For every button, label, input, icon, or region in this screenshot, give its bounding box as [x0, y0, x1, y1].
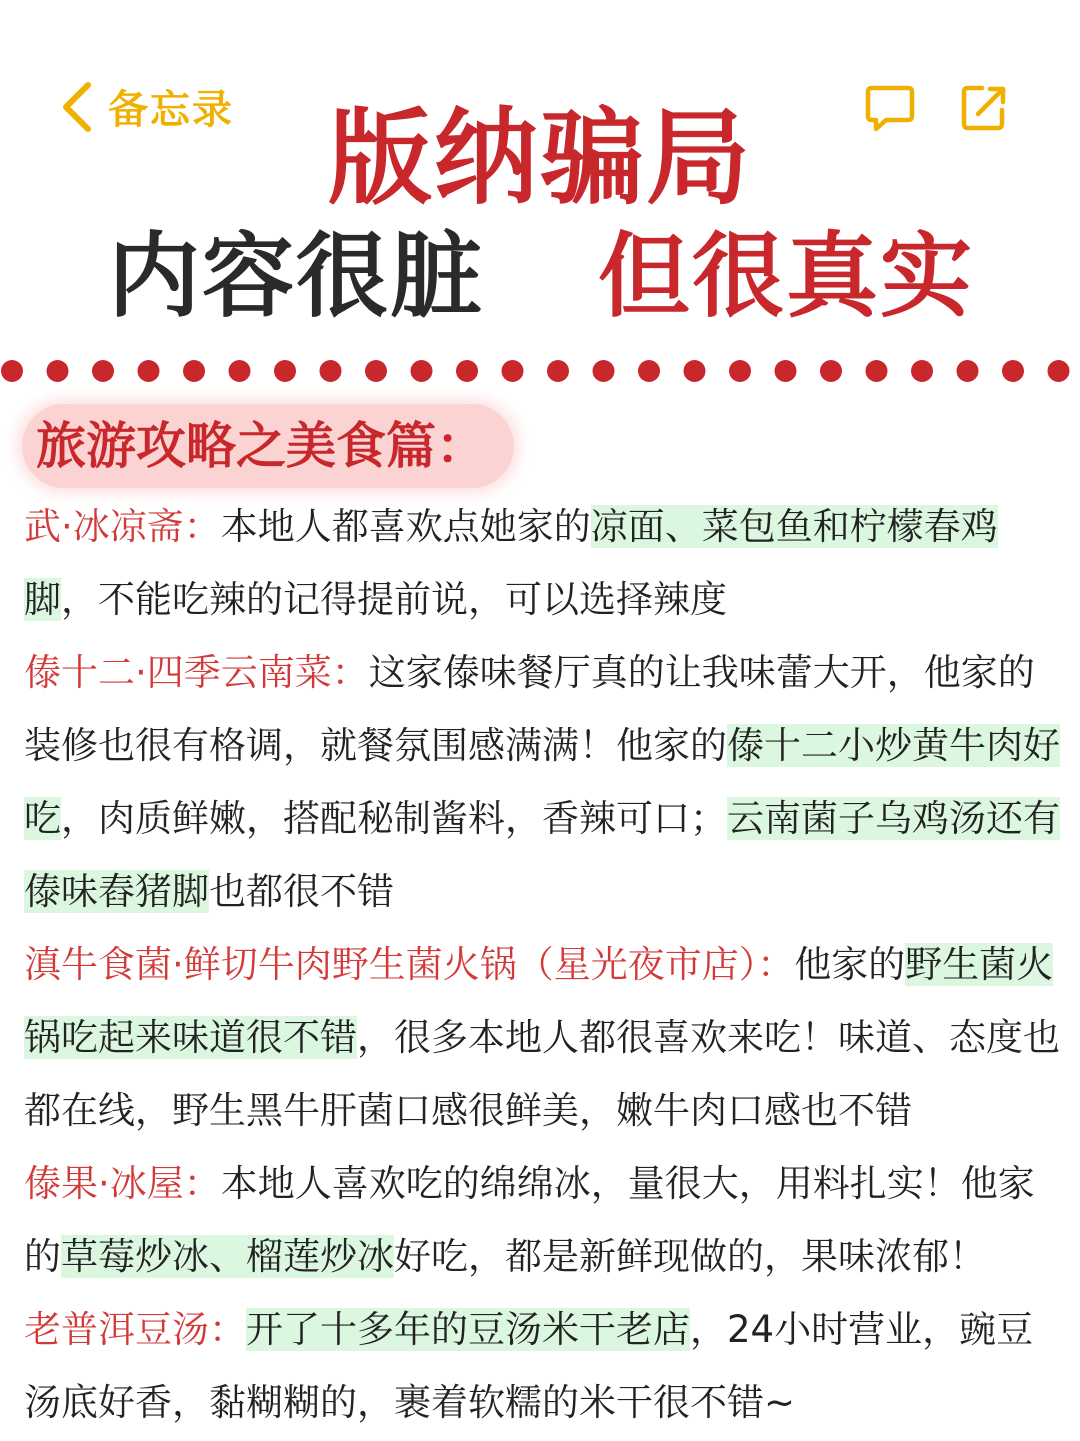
divider-dot — [183, 360, 205, 382]
divider-dot — [638, 360, 660, 382]
list-item — [24, 1147, 1064, 1293]
description-text: ，24小时营业，豌豆汤底好香，黏糊糊的，裹着软糯的米干很不错~ — [24, 1308, 1034, 1424]
divider-dot — [411, 360, 433, 382]
list-item — [24, 636, 1064, 928]
highlight-text: 傣十二小炒黄牛肉好吃 — [24, 724, 1060, 840]
description-text: ，不能吃辣的记得提前说，可以选择辣度 — [61, 578, 727, 621]
divider-dot — [775, 360, 797, 382]
description-text: 好吃，都是新鲜现做的，果味浓郁！ — [394, 1235, 986, 1278]
description-text: 本地人喜欢吃的绵绵冰，量很大，用料扎实！他家的 — [24, 1162, 1035, 1278]
highlight-text: 草莓炒冰、榴莲炒冰 — [61, 1235, 394, 1278]
divider-dot — [684, 360, 706, 382]
shop-name: 滇牛食菌·鲜切牛肉野生菌火锅（星光夜市店）： — [24, 943, 795, 986]
divider-dot — [957, 360, 979, 382]
divider-dot — [229, 360, 251, 382]
divider-dot — [320, 360, 342, 382]
shop-name: 老普洱豆汤： — [24, 1308, 246, 1351]
divider-dot — [274, 360, 296, 382]
divider-dot — [866, 360, 888, 382]
divider-dot — [456, 360, 478, 382]
divider-dot — [593, 360, 615, 382]
subtitle-right: 但很真实 — [598, 223, 975, 330]
shop-name: 傣十二·四季云南菜： — [24, 651, 369, 694]
divider-dot — [911, 360, 933, 382]
description-text: 他家的 — [794, 943, 906, 986]
divider-dot — [729, 360, 751, 382]
subtitle-left: 内容很脏 — [108, 223, 485, 330]
highlight-text: 云南菌子乌鸡汤还有傣味舂猪脚 — [24, 797, 1060, 913]
description-text: 本地人都喜欢点她家的 — [220, 505, 591, 548]
highlight-text: 野生菌火锅吃起来味道很不错 — [24, 943, 1054, 1059]
list-item — [24, 490, 1064, 636]
description-text: 这家傣味餐厅真的让我味蕾大开，他家的装修也很有格调，就餐氛围感满满！他家的 — [24, 651, 1035, 767]
divider-dot — [47, 360, 69, 382]
divider-dot — [1, 360, 23, 382]
shop-name: 武·冰凉斋： — [24, 505, 221, 548]
description-text: 也都很不错 — [209, 870, 394, 913]
divider-dot — [502, 360, 524, 382]
shop-name: 傣果·冰屋： — [24, 1162, 221, 1205]
list-item — [24, 928, 1064, 1147]
divider-dot — [1048, 360, 1070, 382]
divider-dot — [547, 360, 569, 382]
section-heading: 旅游攻略之美食篇： — [22, 404, 514, 488]
highlight-text: 凉面、菜包鱼和柠檬春鸡脚 — [24, 505, 998, 621]
divider-dot — [138, 360, 160, 382]
food-list — [24, 490, 1064, 1439]
list-item — [24, 1293, 1064, 1439]
page-title: 版纳骗局 — [327, 97, 752, 219]
divider-dot — [1002, 360, 1024, 382]
highlight-text: 开了十多年的豆汤米干老店 — [246, 1308, 690, 1351]
description-text: ，肉质鲜嫩，搭配秘制酱料，香辣可口； — [61, 797, 727, 840]
back-label: 备忘录 — [108, 87, 234, 133]
divider-dot — [820, 360, 842, 382]
divider-dot — [365, 360, 387, 382]
divider-dot — [92, 360, 114, 382]
dotted-divider — [0, 358, 1080, 384]
description-text: ，很多本地人都很喜欢来吃！味道、态度也都在线，野生黑牛肝菌口感很鲜美，嫩牛肉口感也不错 — [24, 1016, 1060, 1132]
